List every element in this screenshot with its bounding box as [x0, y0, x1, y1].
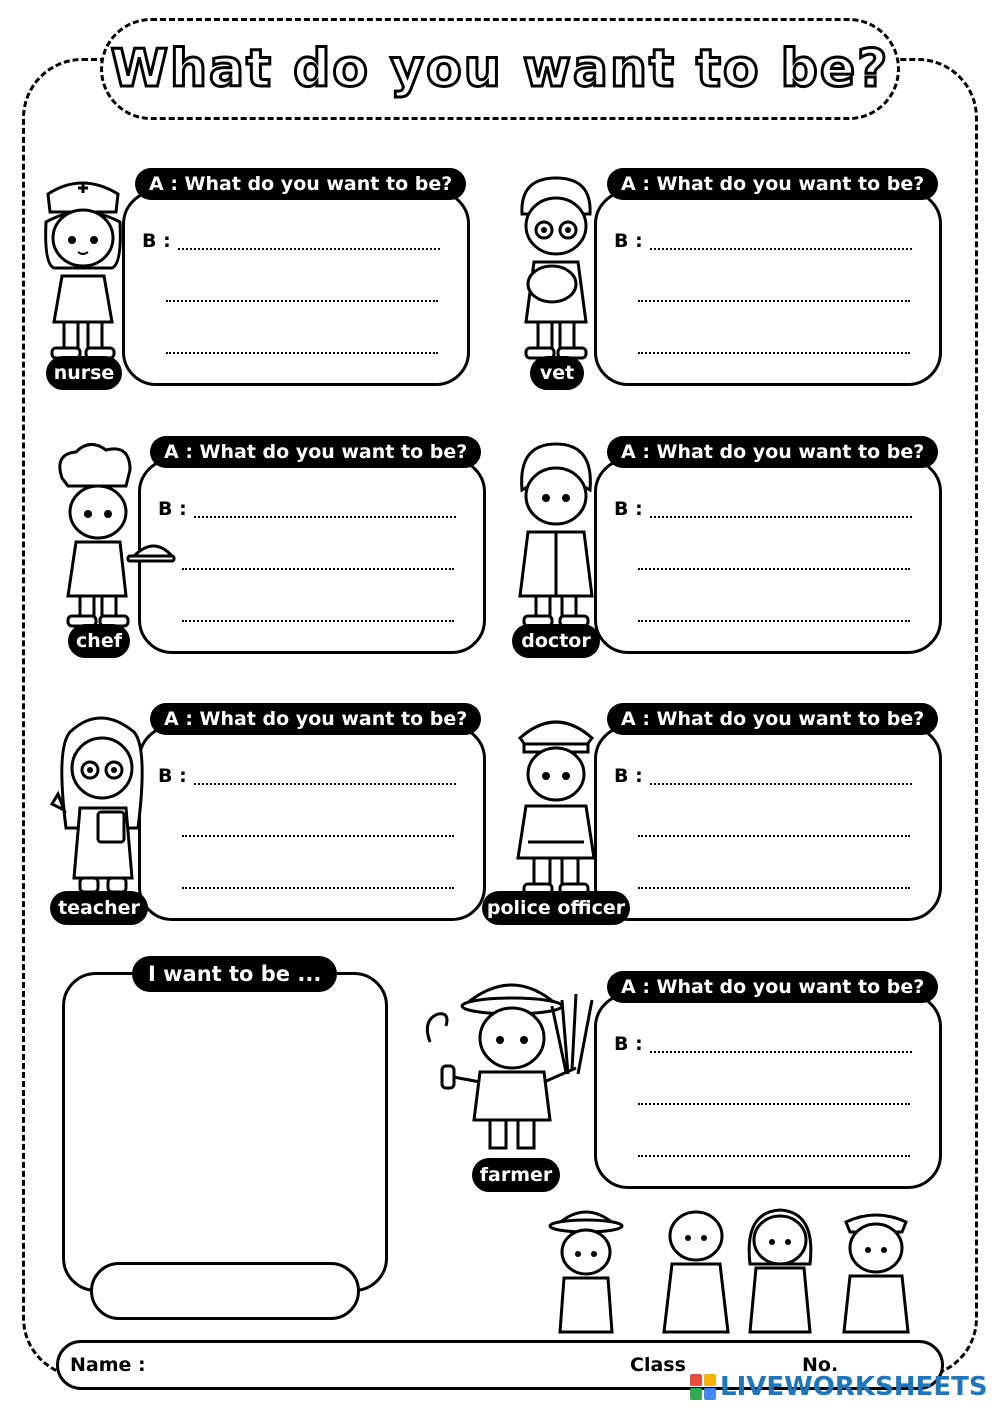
question-pill: A : What do you want to be?	[150, 703, 481, 735]
farmer-figure-icon	[416, 970, 612, 1170]
brand-text: LIVEWORKSHEETS	[720, 1372, 988, 1402]
job-label-police-officer: police officer	[482, 891, 630, 925]
answer-line[interactable]	[166, 352, 438, 354]
drawing-box[interactable]	[62, 972, 388, 1292]
answer-line[interactable]	[638, 620, 910, 622]
answer-line[interactable]	[178, 248, 440, 250]
chef-figure-icon	[50, 440, 176, 636]
answer-line[interactable]	[650, 1051, 912, 1053]
job-label-doctor: doctor	[512, 624, 600, 658]
answer-line[interactable]	[166, 300, 438, 302]
job-label-vet: vet	[530, 356, 584, 390]
question-pill: A : What do you want to be?	[607, 703, 938, 735]
job-label-chef: chef	[68, 624, 130, 658]
question-card-chef	[138, 458, 486, 654]
job-label-teacher: teacher	[50, 891, 148, 925]
answer-line[interactable]	[182, 835, 454, 837]
name-label: Name :	[70, 1354, 146, 1376]
answer-line[interactable]	[650, 248, 912, 250]
answer-label: B :	[158, 498, 187, 520]
answer-line[interactable]	[638, 1155, 910, 1157]
doctor-figure-icon	[506, 440, 606, 636]
answer-label: B :	[614, 230, 643, 252]
title-banner	[100, 18, 900, 120]
answer-line[interactable]	[638, 887, 910, 889]
question-card-police-officer	[594, 725, 942, 921]
answer-label: B :	[614, 498, 643, 520]
answer-line[interactable]	[182, 620, 454, 622]
want-answer-field[interactable]	[90, 1262, 360, 1320]
answer-line[interactable]	[650, 783, 912, 785]
want-label: I want to be ...	[132, 956, 337, 992]
nurse-figure-icon	[34, 172, 134, 368]
job-label-farmer: farmer	[472, 1158, 560, 1192]
answer-line[interactable]	[194, 783, 456, 785]
class-label: Class	[630, 1354, 686, 1376]
answer-label: B :	[158, 765, 187, 787]
question-pill: A : What do you want to be?	[607, 971, 938, 1003]
job-label-nurse: nurse	[46, 356, 122, 390]
answer-line[interactable]	[638, 300, 910, 302]
question-card-nurse	[122, 190, 470, 386]
liveworksheets-logo-icon	[690, 1374, 716, 1400]
police-officer-figure-icon	[506, 708, 606, 904]
answer-line[interactable]	[194, 516, 456, 518]
question-pill: A : What do you want to be?	[135, 168, 466, 200]
answer-label: B :	[142, 230, 171, 252]
question-pill: A : What do you want to be?	[150, 436, 481, 468]
answer-line[interactable]	[638, 568, 910, 570]
answer-line[interactable]	[182, 568, 454, 570]
answer-line[interactable]	[182, 887, 454, 889]
page-title: What do you want to be?	[110, 39, 890, 99]
no-label: No.	[802, 1354, 839, 1376]
answer-line[interactable]	[650, 516, 912, 518]
answer-label: B :	[614, 1033, 643, 1055]
question-card-teacher	[138, 725, 486, 921]
kids-group-icon	[530, 1200, 930, 1340]
liveworksheets-brand	[690, 1372, 988, 1402]
vet-figure-icon	[506, 172, 606, 368]
question-pill: A : What do you want to be?	[607, 168, 938, 200]
answer-line[interactable]	[638, 835, 910, 837]
answer-label: B :	[614, 765, 643, 787]
teacher-figure-icon	[40, 708, 156, 904]
answer-line[interactable]	[638, 352, 910, 354]
question-card-farmer	[594, 993, 942, 1189]
question-card-vet	[594, 190, 942, 386]
question-pill: A : What do you want to be?	[607, 436, 938, 468]
question-card-doctor	[594, 458, 942, 654]
answer-line[interactable]	[638, 1103, 910, 1105]
